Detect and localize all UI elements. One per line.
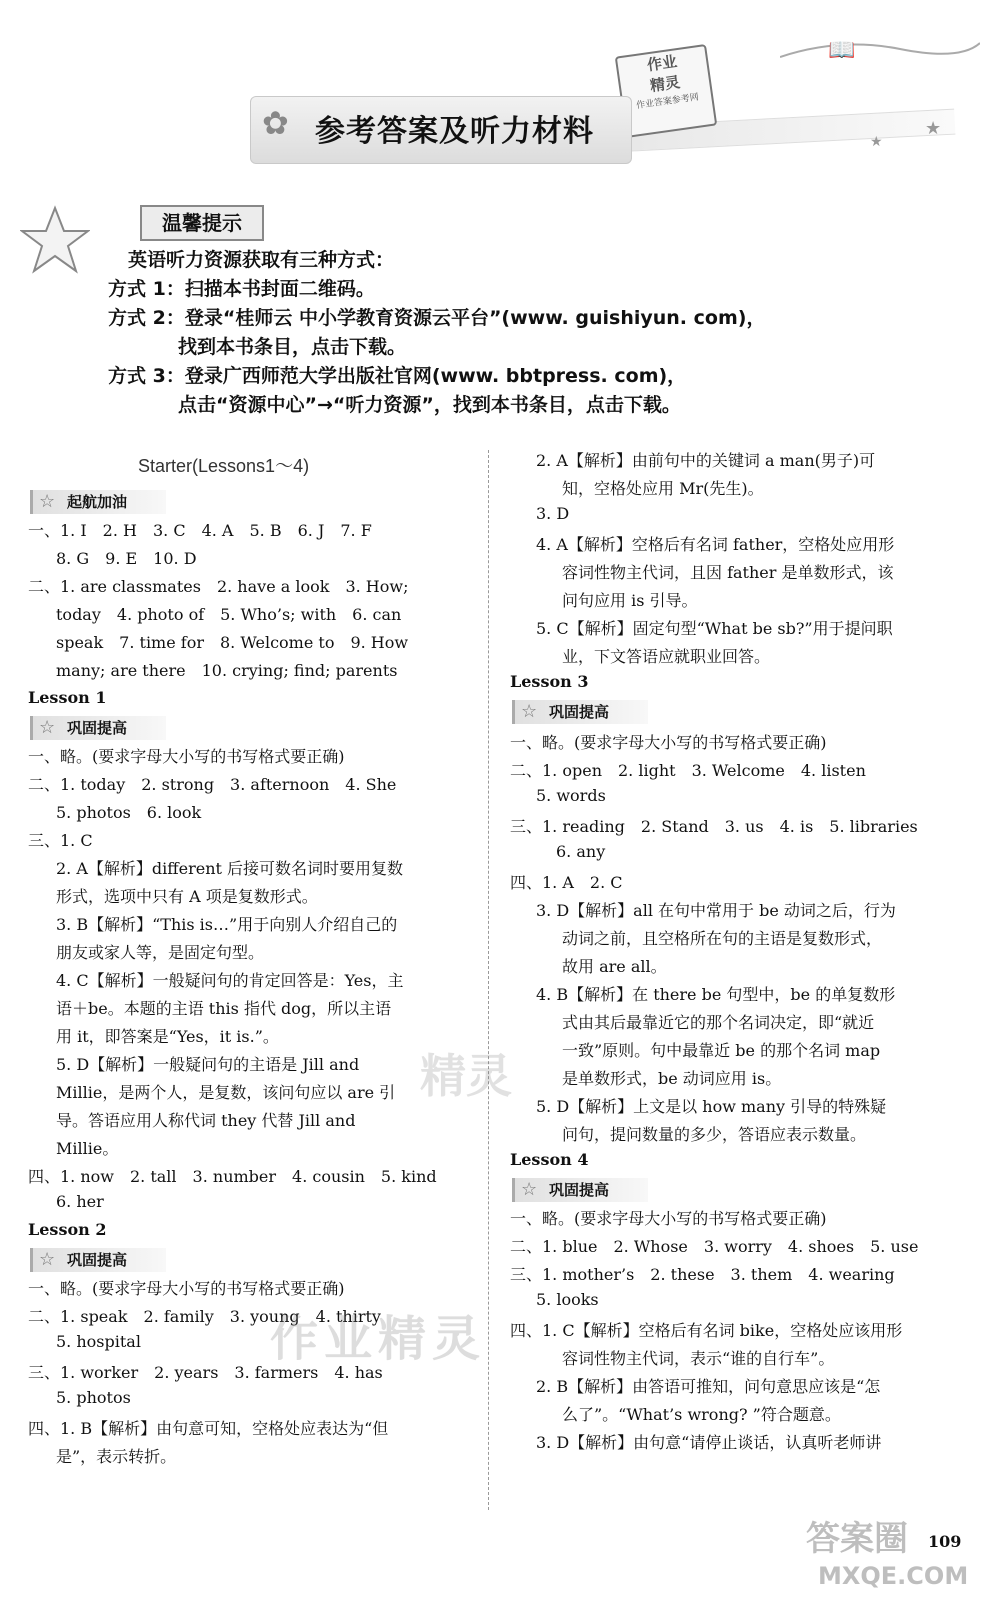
answer-line: 一、略。(要求字母大小写的书写格式要正确) bbox=[28, 747, 345, 766]
answer-line: 三、1. C bbox=[28, 831, 93, 850]
tip-label: 温馨提示 bbox=[140, 205, 264, 241]
answer-line: 二、1. blue 2. Whose 3. worry 4. shoes 5. use bbox=[510, 1237, 919, 1256]
answer-line: 5. words bbox=[536, 786, 606, 805]
seal-text-3: 作业答案参考网 bbox=[635, 92, 700, 112]
answer-line: 一、略。(要求字母大小写的书写格式要正确) bbox=[28, 1279, 345, 1298]
answer-line: 二、1. today 2. strong 3. afternoon 4. She bbox=[28, 775, 397, 794]
answer-line: 问句，提问数量的多少，答语应表示数量。 bbox=[562, 1125, 867, 1144]
label-text: 起航加油 bbox=[67, 493, 128, 511]
page-number: 109 bbox=[928, 1532, 962, 1551]
answer-line: 3. D【解析】all 在句中常用于 be 动词之后，行为 bbox=[536, 901, 896, 920]
answer-line: 用 it，即答案是“Yes，it is.”。 bbox=[56, 1027, 279, 1046]
column-divider bbox=[488, 450, 489, 1510]
answer-line: 2. A【解析】different 后接可数名词时要用复数 bbox=[56, 859, 404, 878]
answer-line: Millie，是两个人，是复数，该问句应以 are 引 bbox=[56, 1083, 396, 1102]
answer-line: 4. C【解析】一般疑问句的肯定回答是：Yes，主 bbox=[56, 971, 404, 990]
answer-line: 一、1. I 2. H 3. C 4. A 5. B 6. J 7. F bbox=[28, 521, 372, 540]
answer-line: Millie。 bbox=[56, 1139, 119, 1158]
answer-line: 三、1. reading 2. Stand 3. us 4. is 5. libraries bbox=[510, 817, 918, 836]
answer-line: 5. photos bbox=[56, 1388, 131, 1407]
answer-line: 业，下文答语应就职业回答。 bbox=[562, 647, 771, 666]
answer-line: 式由其后最靠近它的那个名词决定，即“就近 bbox=[562, 1013, 875, 1032]
answer-line: 是”，表示转折。 bbox=[56, 1447, 177, 1466]
answer-line: 5. looks bbox=[536, 1290, 599, 1309]
decorative-flourish bbox=[780, 35, 980, 65]
answer-line: 4. B【解析】在 there be 句型中，be 的单复数形 bbox=[536, 985, 896, 1004]
book-icon: 📖 bbox=[828, 38, 856, 63]
answer-line: 动词之前，且空格所在句的主语是复数形式， bbox=[562, 929, 883, 948]
star-icon: ☆ bbox=[39, 1249, 56, 1270]
answer-line: 5. C【解析】固定句型“What be sb?”用于提问职 bbox=[536, 619, 893, 638]
watermark: 作业精灵 bbox=[270, 1311, 487, 1367]
answer-line: speak 7. time for 8. Welcome to 9. How bbox=[56, 633, 409, 652]
answer-line: 5. D【解析】一般疑问句的主语是 Jill and bbox=[56, 1055, 360, 1074]
lesson-heading: Lesson 4 bbox=[510, 1150, 589, 1169]
answer-line: 语＋be。本题的主语 this 指代 dog，所以主语 bbox=[56, 999, 392, 1018]
answer-line: 导。答语应用人称代词 they 代替 Jill and bbox=[56, 1111, 356, 1130]
answer-line: many; are there 10. crying; find; parents bbox=[56, 661, 398, 680]
logo-url: MXQE.COM bbox=[818, 1562, 969, 1590]
answer-line: 一致”原则。句中最靠近 be 的那个名词 map bbox=[562, 1041, 881, 1060]
answer-line: 二、1. speak 2. family 3. young 4. thirty bbox=[28, 1307, 381, 1326]
star-icon: ☆ bbox=[39, 717, 56, 738]
seal-text-1: 作业 bbox=[645, 52, 679, 75]
answer-line: 问句应用 is 引导。 bbox=[562, 591, 698, 610]
answer-line: 5. hospital bbox=[56, 1332, 141, 1351]
answer-line: 5. D【解析】上文是以 how many 引导的特殊疑 bbox=[536, 1097, 887, 1116]
label-gonggu bbox=[512, 700, 648, 724]
site-logo bbox=[800, 1510, 990, 1590]
answer-line: 容词性物主代词，且因 father 是单数形式，该 bbox=[562, 563, 894, 582]
answer-line: 5. photos 6. look bbox=[56, 803, 202, 822]
star-icon: ★ bbox=[925, 118, 942, 139]
notice-line: 点击“资源中心”→“听力资源”，找到本书条目，点击下载。 bbox=[178, 394, 681, 416]
label-gonggu bbox=[30, 716, 166, 740]
answer-line: 二、1. are classmates 2. have a look 3. How; bbox=[28, 577, 409, 596]
answer-line: 6. her bbox=[56, 1192, 104, 1211]
answer-line: 3. B【解析】“This is…”用于向别人介绍自己的 bbox=[56, 915, 398, 934]
section-title: Starter(Lessons1～4) bbox=[138, 456, 310, 476]
answer-line: 知，空格处应用 Mr(先生)。 bbox=[562, 479, 764, 498]
mascot-icon: ✿ bbox=[262, 104, 289, 142]
answer-line: 四、1. C【解析】空格后有名词 bike，空格处应该用形 bbox=[510, 1321, 903, 1340]
label-text: 巩固提高 bbox=[67, 719, 128, 737]
star-icon: ☆ bbox=[521, 701, 538, 722]
notice-line: 方式 3：登录广西师范大学出版社官网(www. bbtpress. com)， bbox=[108, 365, 687, 387]
answer-line: 8. G 9. E 10. D bbox=[56, 549, 197, 568]
star-icon: ☆ bbox=[39, 491, 56, 512]
notice-line: 方式 2：登录“桂师云 中小学教育资源云平台”(www. guishiyun. com)， bbox=[108, 307, 766, 329]
answer-line: 形式，选项中只有 A 项是复数形式。 bbox=[56, 887, 318, 906]
answer-line: 一、略。(要求字母大小写的书写格式要正确) bbox=[510, 733, 827, 752]
answer-line: 4. A【解析】空格后有名词 father，空格处应用形 bbox=[536, 535, 895, 554]
label-gonggu bbox=[512, 1178, 648, 1202]
watermark: 精灵 bbox=[420, 1049, 512, 1103]
answer-line: 三、1. mother’s 2. these 3. them 4. wearing bbox=[510, 1265, 895, 1284]
notice-line: 方式 1：扫描本书封面二维码。 bbox=[108, 278, 375, 300]
page-title: 参考答案及听力材料 bbox=[315, 114, 594, 149]
lesson-heading: Lesson 1 bbox=[28, 688, 107, 707]
answer-line: 容词性物主代词，表示“谁的自行车”。 bbox=[562, 1349, 835, 1368]
answer-line: 2. A【解析】由前句中的关键词 a man(男子)可 bbox=[536, 451, 876, 470]
answer-line: 四、1. A 2. C bbox=[510, 873, 623, 892]
logo-text: 答案圈 bbox=[806, 1519, 908, 1559]
lesson-heading: Lesson 2 bbox=[28, 1220, 107, 1239]
big-star-icon bbox=[20, 205, 90, 275]
answer-line: 么了”。“What’s wrong? ”符合题意。 bbox=[562, 1405, 841, 1424]
seal-text-2: 精灵 bbox=[648, 73, 682, 96]
answer-line: 四、1. now 2. tall 3. number 4. cousin 5. kind bbox=[28, 1167, 437, 1186]
label-text: 巩固提高 bbox=[549, 1181, 610, 1199]
notice-line: 找到本书条目，点击下载。 bbox=[178, 336, 407, 358]
answer-line: 是单数形式，be 动词应用 is。 bbox=[562, 1069, 782, 1088]
star-icon: ☆ bbox=[521, 1179, 538, 1200]
label-gonggu bbox=[30, 1248, 166, 1272]
answer-line: 三、1. worker 2. years 3. farmers 4. has bbox=[28, 1363, 383, 1382]
label-text: 巩固提高 bbox=[549, 703, 610, 721]
answer-line: 3. D【解析】由句意“请停止谈话，认真听老师讲 bbox=[536, 1433, 882, 1452]
answer-line: today 4. photo of 5. Who’s; with 6. can bbox=[56, 605, 402, 624]
label-qihang bbox=[30, 490, 166, 514]
label-text: 巩固提高 bbox=[67, 1251, 128, 1269]
answer-line: 6. any bbox=[556, 842, 606, 861]
answer-line: 朋友或家人等，是固定句型。 bbox=[56, 943, 265, 962]
answer-line: 2. B【解析】由答语可推知，问句意思应该是“怎 bbox=[536, 1377, 881, 1396]
answer-line: 四、1. B【解析】由句意可知，空格处应表达为“但 bbox=[28, 1419, 389, 1438]
answer-line: 故用 are all。 bbox=[562, 957, 667, 976]
lesson-heading: Lesson 3 bbox=[510, 672, 589, 691]
answer-line: 二、1. open 2. light 3. Welcome 4. listen bbox=[510, 761, 866, 780]
star-icon: ★ bbox=[870, 134, 883, 150]
answer-line: 3. D bbox=[536, 504, 570, 523]
answer-line: 一、略。(要求字母大小写的书写格式要正确) bbox=[510, 1209, 827, 1228]
notice-line: 英语听力资源获取有三种方式： bbox=[128, 249, 395, 271]
